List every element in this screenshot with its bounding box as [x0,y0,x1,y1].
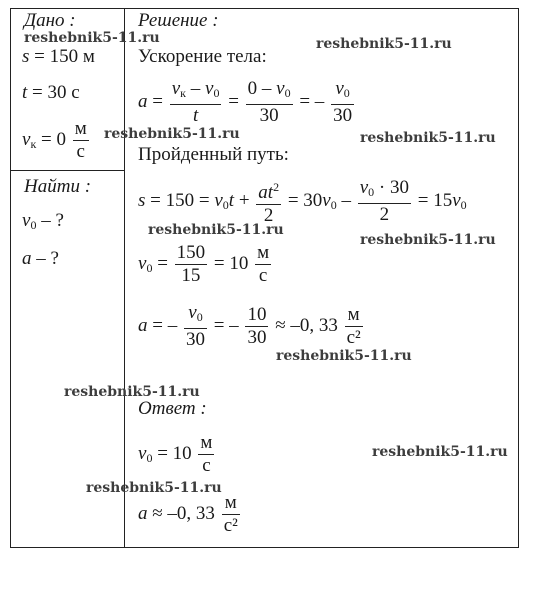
watermark: reshebnik5-11.ru [316,36,452,52]
watermark: reshebnik5-11.ru [86,480,222,496]
given-header: Дано : [24,10,76,31]
answer-a: a ≈ –0, 33 $\frac{м}{\text{с²}}$ [138,492,238,536]
watermark: reshebnik5-11.ru [64,384,200,400]
given-t: t = 30 с [22,82,80,103]
watermark: reshebnik5-11.ru [148,222,284,238]
column-divider [124,8,125,548]
answer-header: Ответ : [138,398,207,419]
watermark: reshebnik5-11.ru [24,30,160,46]
watermark: reshebnik5-11.ru [360,130,496,146]
find-header: Найти : [24,176,92,197]
watermark: reshebnik5-11.ru [104,126,240,142]
find-a: a – ? [22,248,59,269]
given-vk: $v_к = 0$ $\frac{м}{с}$ [22,118,87,162]
formula-path: $s = 150 = v_0t$ + $\frac{at^2}{2}$ = $30v_0$ – $\frac{v_0 \cdot 30}{2}$ = $15v_0$ [138,177,467,226]
find-v0: $v_0$ – ? [22,210,64,232]
acceleration-label: Ускорение тела: [138,46,267,67]
formula-a-value: a = – $\frac{v_0}{30}$ = – $\frac{10}{30}$ ≈ –0, 33 $\frac{м}{\text{с²}}$ [138,302,361,350]
formula-acceleration: a = $\frac{v_к - v_0}{t}$ = $\frac{0 - v_0}{30}$ = – $\frac{v_0}{30}$ [138,78,353,126]
watermark: reshebnik5-11.ru [372,444,508,460]
given-find-divider [10,170,125,171]
watermark: reshebnik5-11.ru [276,348,412,364]
given-s: s = 150 м [22,46,95,67]
answer-v0: $v_0 = 10$ $\frac{м}{с}$ [138,432,213,476]
solution-header: Решение : [138,10,219,31]
path-label: Пройденный путь: [138,144,289,165]
formula-v0: $v_0$ = $\frac{150}{15}$ = 10 $\frac{м}{с}$ [138,242,270,286]
watermark: reshebnik5-11.ru [360,232,496,248]
